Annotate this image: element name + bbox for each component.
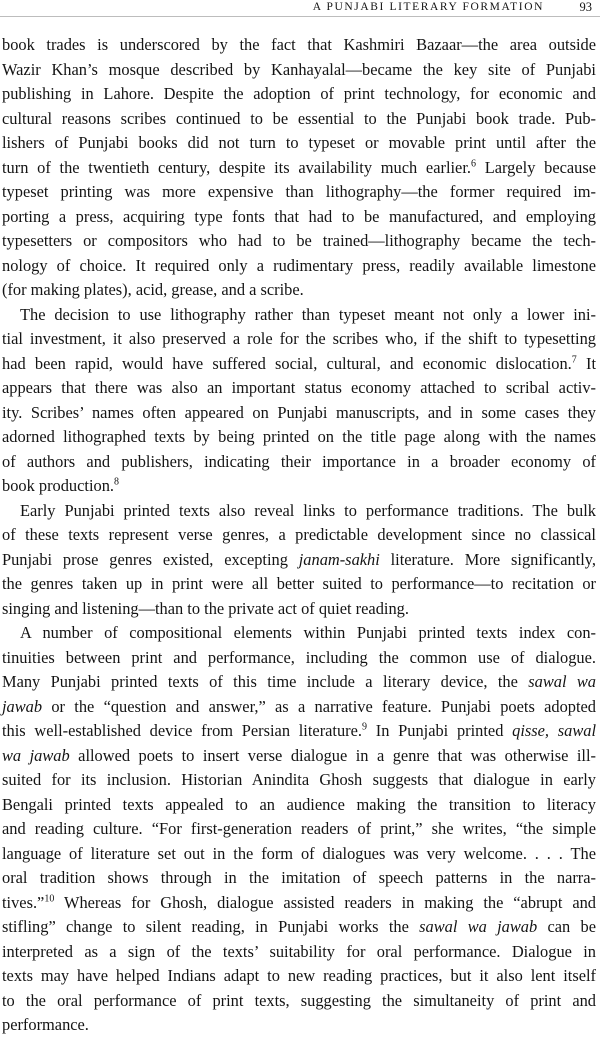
text-segment: Whereas for Ghosh, dialogue assisted readers in making the “abrupt and: [54, 892, 596, 912]
text-segment: typeset printing was more expensive than lithography—the former required im-: [2, 182, 596, 201]
paragraph-first-line: [2, 499, 596, 524]
text-line: [2, 940, 596, 965]
text-segment: performance.: [2, 1015, 89, 1034]
running-header: [0, 0, 600, 17]
text-segment: stifling” change to silent reading, in Punjabi works the: [2, 917, 420, 936]
text-line: [2, 131, 596, 156]
text-segment: to the oral performance of print texts, suggesting the simultaneity of print and: [2, 990, 596, 1010]
text-line: [2, 229, 596, 254]
italic-term: jawab: [2, 696, 43, 716]
text-segment: tinuities between print and performance, including the common use of dialogue.: [2, 647, 596, 667]
text-line: [2, 670, 596, 695]
footnote-marker: 10: [44, 893, 55, 905]
text-line: [2, 964, 596, 989]
text-line: [2, 866, 596, 891]
text-segment: had been rapid, would have suffered social, cultural, and economic dislocation.: [2, 353, 572, 373]
text-segment: It: [576, 353, 596, 373]
text-segment: this well-established device from Persian literature.: [2, 721, 363, 740]
text-line: [2, 793, 596, 818]
text-line: [2, 695, 596, 720]
text-segment: cultural reasons scribes continued to be essential to the Punjabi book trade. Pub-: [2, 108, 596, 128]
text-segment: typesetters or compositors who had to be trained—lithography became the tech-: [2, 231, 596, 250]
text-line: [2, 278, 596, 303]
text-line: [2, 572, 596, 597]
text-segment: Bengali printed texts appealed to an audience making the transition to literacy: [2, 794, 596, 814]
text-line: [2, 58, 596, 83]
text-segment: nology of choice. It required only a rudimentary press, readily available limestone: [2, 255, 596, 275]
italic-term: qisse, sawal: [512, 721, 597, 740]
text-segment: porting a press, acquiring type fonts that had to be manufactured, and employing: [2, 206, 596, 226]
text-line: [2, 989, 596, 1014]
page-number: 93: [579, 0, 592, 14]
text-segment: (for making plates), acid, grease, and a scribe.: [2, 280, 304, 299]
italic-term: sawal wa jawab: [419, 917, 538, 936]
italic-term: janam-sakhi: [298, 549, 380, 569]
text-segment: Many Punjabi printed texts of this time include a literary device, the: [2, 672, 529, 691]
text-segment: allowed poets to insert verse dialogue in a genre that was otherwise ill-: [69, 745, 596, 765]
footnote-marker: 8: [114, 476, 119, 488]
text-line: [2, 597, 596, 622]
text-segment: of authors and publishers, indicating their importance in a broader economy of: [2, 451, 596, 471]
text-segment: Early Punjabi printed texts also reveal links to performance traditions. The bulk: [20, 500, 596, 520]
text-line: [2, 548, 596, 573]
text-segment: and reading culture. “For first-generation readers of print,” she writes, “the simple: [2, 819, 596, 838]
text-line: [2, 646, 596, 671]
text-line: [2, 327, 596, 352]
text-segment: lishers of Punjabi books did not turn to typeset or movable print until after the: [2, 133, 596, 152]
text-line: [2, 915, 596, 940]
text-line: [2, 156, 596, 181]
text-line: [2, 744, 596, 769]
text-segment: Wazir Khan’s mosque described by Kanhayalal—became the key site of Punjabi: [2, 59, 596, 79]
footnote-marker: 6: [470, 158, 476, 170]
text-line: [2, 254, 596, 279]
text-segment: book trades is underscored by the fact that Kashmiri Bazaar—the area outside: [2, 35, 596, 54]
text-segment: texts may have helped Indians adapt to new reading practices, but it also lent itself: [2, 966, 596, 985]
footnote-marker: 9: [362, 721, 368, 733]
text-line: [2, 450, 596, 475]
text-segment: The decision to use lithography rather than typeset meant not only a lower ini-: [20, 304, 596, 324]
text-line: [2, 180, 596, 205]
text-line: [2, 842, 596, 867]
text-line: [2, 82, 596, 107]
text-segment: singing and listening—than to the private act of quiet reading.: [2, 598, 409, 618]
paragraph-first-line: [2, 621, 596, 646]
footnote-marker: 7: [571, 354, 577, 366]
text-segment: of these texts represent verse genres, a predictable development since no classical: [2, 525, 596, 544]
text-segment: suited for its inclusion. Historian Anindita Ghosh suggests that dialogue in early: [2, 770, 596, 789]
text-line: [2, 891, 596, 916]
paragraph-first-line: [2, 303, 596, 328]
text-segment: turn of the twentieth century, despite its availability much earlier.: [2, 157, 471, 177]
text-segment: can be: [537, 917, 596, 936]
text-segment: tives.”: [2, 892, 45, 912]
text-line: [2, 107, 596, 132]
text-line: [2, 817, 596, 842]
italic-term: sawal wa: [528, 672, 596, 691]
text-segment: ity. Scribes’ names often appeared on Punjabi manuscripts, and in some cases they: [2, 402, 596, 422]
text-segment: In Punjabi printed: [367, 721, 513, 740]
text-segment: language of literature set out in the form of dialogues was very welcome. . . . The: [2, 843, 596, 863]
running-title: A PUNJABI LITERARY FORMATION: [312, 1, 544, 13]
text-line: [2, 425, 596, 450]
text-segment: adorned lithographed texts by being printed on the title page along with the names: [2, 427, 596, 446]
text-segment: book production.: [2, 476, 114, 495]
text-segment: oral tradition shows through in the imitation of speech patterns in the narra-: [2, 868, 596, 887]
text-segment: or the “question and answer,” as a narrative feature. Punjabi poets adopted: [42, 696, 596, 716]
text-segment: tial investment, it also preserved a role for the scribes who, if the shift to typesetting: [2, 329, 596, 348]
text-line: [2, 33, 596, 58]
text-line: [2, 474, 596, 499]
text-segment: Largely because: [475, 157, 596, 177]
text-segment: the genres taken up in print were all better suited to performance—to recitation or: [2, 574, 596, 593]
text-segment: Punjabi prose genres existed, excepting: [2, 549, 299, 569]
text-line: [2, 523, 596, 548]
italic-term: wa jawab: [2, 745, 70, 765]
text-segment: literature. More significantly,: [379, 549, 597, 569]
body-text: [2, 33, 596, 1038]
text-segment: appears that there was also an important status economy attached to scribal activ-: [2, 378, 596, 397]
text-segment: A number of compositional elements within Punjabi printed texts index con-: [20, 623, 596, 642]
text-line: [2, 352, 596, 377]
text-line: [2, 1013, 596, 1038]
text-line: [2, 768, 596, 793]
text-line: [2, 376, 596, 401]
text-segment: publishing in Lahore. Despite the adoption of print technology, for economic and: [2, 84, 596, 103]
text-segment: interpreted as a sign of the texts’ suitability for oral performance. Dialogue in: [2, 941, 596, 961]
text-line: [2, 205, 596, 230]
text-line: [2, 401, 596, 426]
text-line: [2, 719, 596, 744]
